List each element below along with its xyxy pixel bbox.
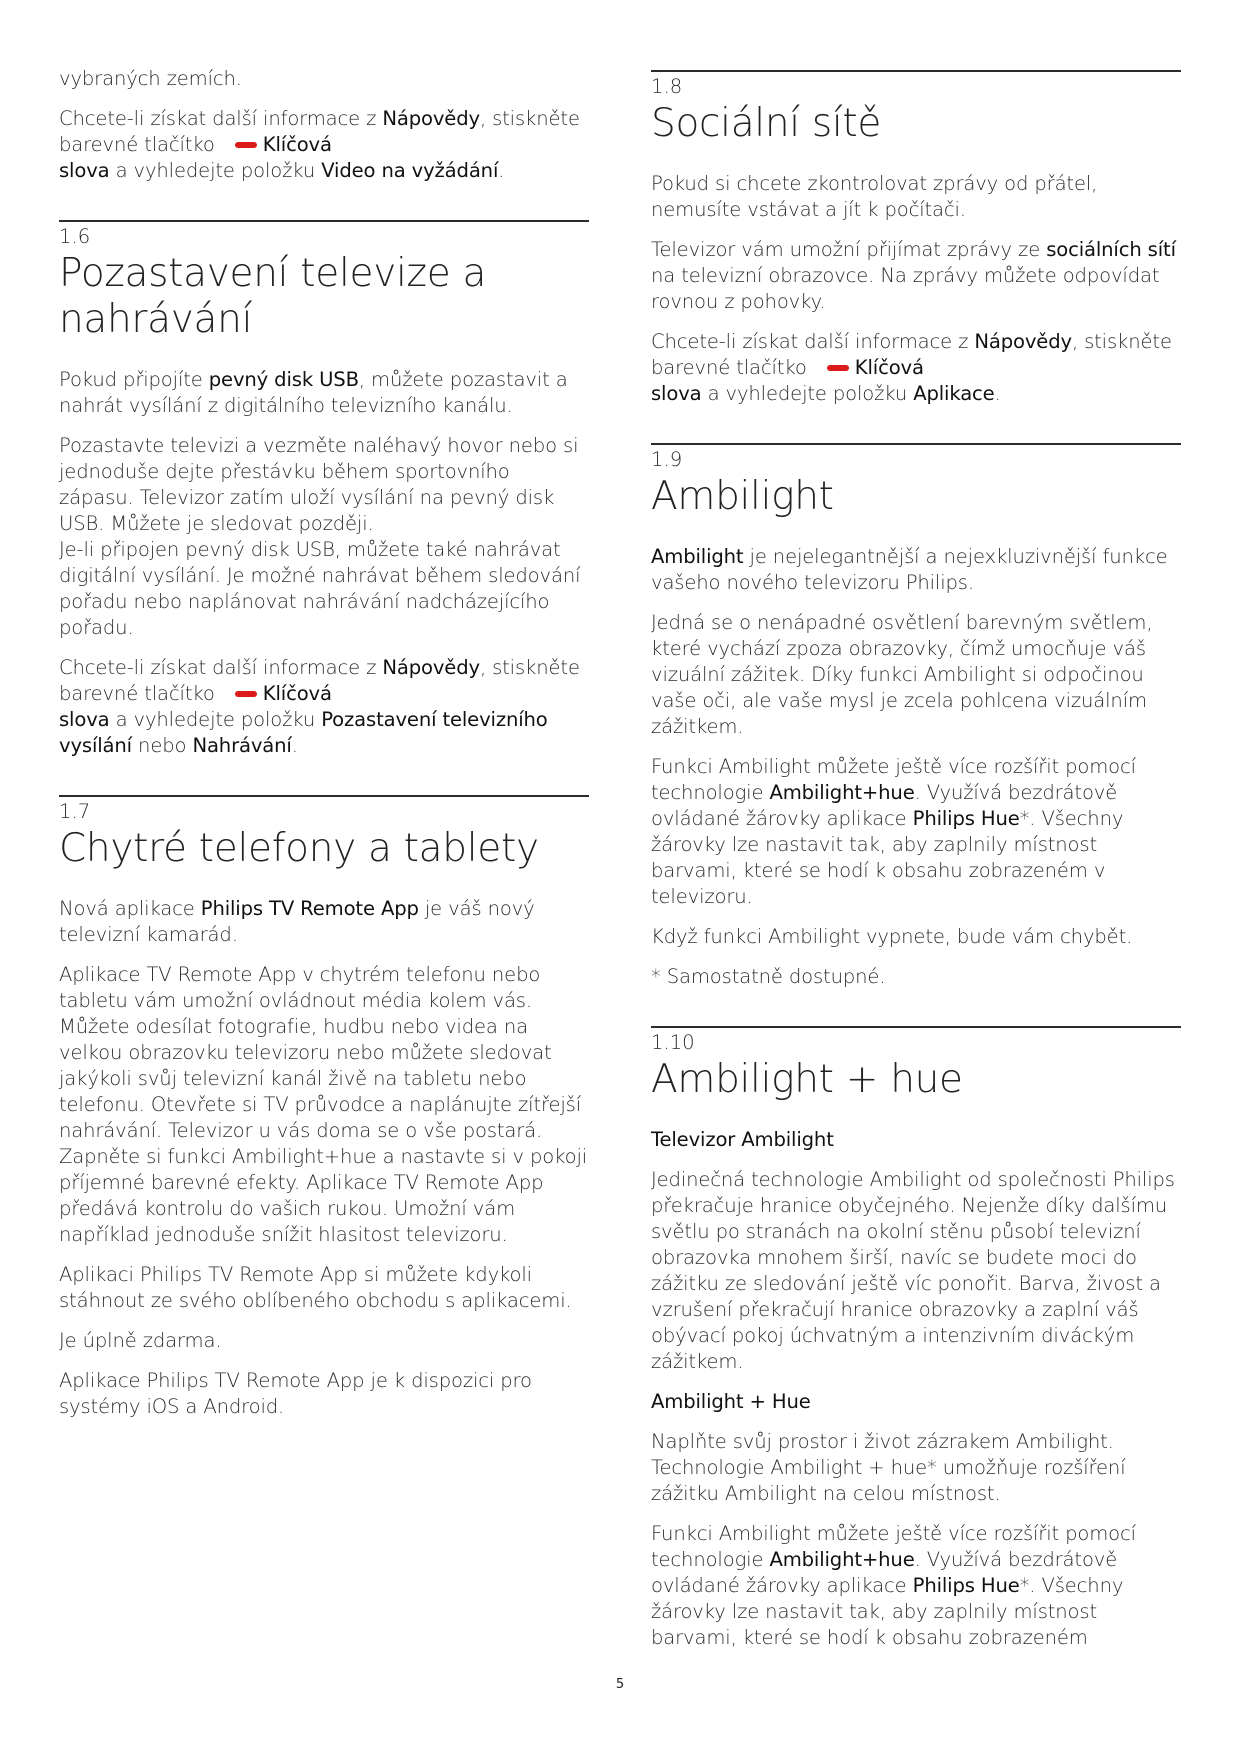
section-title: Ambilight <box>651 474 834 519</box>
section-1-7 <box>59 795 589 1420</box>
section-title: Ambilight + hue <box>651 1057 963 1102</box>
paragraph: Aplikace Philips TV Remote App je k dispozici pro systémy iOS a Android. <box>59 1369 532 1418</box>
paragraph: Aplikace TV Remote App v chytrém telefonu nebo tabletu vám umožní ovládnout média kolem vás. Můžete odesílat fotografie, hudbu nebo videa na velkou obrazovku televizoru nebo můžete sledovat jakýkoli svůj televizní kanál živě na tabletu nebo telefonu. Otevřete si TV průvodce a naplánujte zítřejší nahrávání. Televizor u vás doma se o vše postará. Zapněte si funkci Ambilight+hue a nastavte si v pokoji příjemné barevné efekty. Aplikace TV Remote App předává kontrolu do vašich rukou. Umožní vám například jednoduše snížit hlasitost televizoru. <box>59 963 588 1246</box>
paragraph: Pokud si chcete zkontrolovat zprávy od přátel, nemusíte vstávat a jít k počítači. <box>651 172 1098 221</box>
red-button-icon <box>235 691 257 697</box>
paragraph: Pokud připojíte pevný disk USB, můžete pozastavit a nahrát vysílání z digitálního televizního kanálu. <box>59 368 568 417</box>
paragraph: Jedinečná technologie Ambilight od společnosti Philips překračuje hranice obyčejného. Nejenže díky dalšímu světlu po stranách na okolní stěnu působí televizní obrazovka mnohem širší, navíc se budete moci do zážitku ze sledování ještě víc ponořit. Barva, živost a vzrušení překračují hranice obrazovky a zaplní váš obývací pokoj úchvatným a intenzivním diváckým zážitkem. <box>651 1168 1175 1373</box>
page-number: 5 <box>615 1677 625 1692</box>
paragraph: Když funkci Ambilight vypnete, bude vám chybět. <box>651 925 1133 948</box>
paragraph: Televizor vám umožní přijímat zprávy ze sociálních sítí na televizní obrazovce. Na zprávy můžete odpovídat rovnou z pohovky. <box>651 238 1176 313</box>
section-number: 1.7 <box>59 800 91 823</box>
section-number: 1.6 <box>59 225 91 248</box>
paragraph: Nová aplikace Philips TV Remote App je váš nový televizní kamarád. <box>59 897 535 946</box>
paragraph: Naplňte svůj prostor i život zázrakem Ambilight. Technologie Ambilight + hue* umožňuje rozšíření zážitku Ambilight na celou místnost. <box>651 1430 1126 1505</box>
footnote: * Samostatně dostupné. <box>651 965 886 988</box>
section-title: Sociální sítě <box>651 101 882 146</box>
continuation-text: vybraných zemích. <box>59 67 242 90</box>
section-1-10 <box>651 1026 1181 1651</box>
red-button-icon <box>235 142 257 148</box>
section-title: Chytré telefony a tablety <box>59 826 539 871</box>
section-1-9 <box>651 443 1181 990</box>
right-column <box>651 68 1181 1665</box>
left-column <box>59 0 589 1434</box>
section-title: Pozastavení televize a nahrávání <box>59 251 487 342</box>
paragraph: Funkci Ambilight můžete ještě více rozšířit pomocí technologie Ambilight+hue. Využívá bezdrátově ovládané žárovky aplikace Philips Hue*. Všechny žárovky lze nastavit tak, aby zaplnily místnost barvami, které se hodí k obsahu zobrazeném v televizoru. <box>651 755 1136 908</box>
section-number: 1.9 <box>651 448 683 471</box>
paragraph: Funkci Ambilight můžete ještě více rozšířit pomocí technologie Ambilight+hue. Využívá bezdrátově ovládané žárovky aplikace Philips Hue*. Všechny žárovky lze nastavit tak, aby zaplnily místnost barvami, které se hodí k obsahu zobrazeném <box>651 1522 1136 1649</box>
subheading: Ambilight + Hue <box>651 1390 811 1413</box>
paragraph: Pozastavte televizi a vezměte naléhavý hovor nebo si jednoduše dejte přestávku během sportovního zápasu. Televizor zatím uloží vysílání na pevný disk USB. Můžete je sledovat později. Je-li připojen pevný disk USB, můžete také nahrávat digitální vysílání. Je možné nahrávat během sledování pořadu nebo naplánovat nahrávání nadcházejícího pořadu. <box>59 434 581 639</box>
help-note: Chcete-li získat další informace z Nápovědy, stiskněte barevné tlačítko Klíčová slova a vyhledejte položku Video na vyžádání. <box>59 107 580 182</box>
red-button-icon <box>827 365 849 371</box>
section-number: 1.8 <box>651 75 683 98</box>
paragraph: Aplikaci Philips TV Remote App si můžete kdykoli stáhnout ze svého oblíbeného obchodu s aplikacemi. <box>59 1263 572 1312</box>
section-1-6 <box>59 220 589 759</box>
help-note: Chcete-li získat další informace z Nápovědy, stiskněte barevné tlačítko Klíčová slova a vyhledejte položku Pozastavení televizního vysílání nebo Nahrávání. <box>59 656 580 757</box>
paragraph: Ambilight je nejelegantnější a nejexkluzivnější funkce vašeho nového televizoru Philips. <box>651 545 1168 594</box>
help-note: Chcete-li získat další informace z Nápovědy, stiskněte barevné tlačítko Klíčová slova a vyhledejte položku Aplikace. <box>651 330 1172 405</box>
paragraph: Jedná se o nenápadné osvětlení barevným světlem, které vychází zpoza obrazovky, čímž umocňuje váš vizuální zážitek. Díky funkci Ambilight si odpočinou vaše oči, ale vaše mysl je zcela pohlcena vizuálním zážitkem. <box>651 611 1153 738</box>
paragraph: Je úplně zdarma. <box>59 1329 222 1352</box>
subheading: Televizor Ambilight <box>651 1128 834 1151</box>
section-1-8 <box>651 70 1181 407</box>
section-number: 1.10 <box>651 1031 695 1054</box>
